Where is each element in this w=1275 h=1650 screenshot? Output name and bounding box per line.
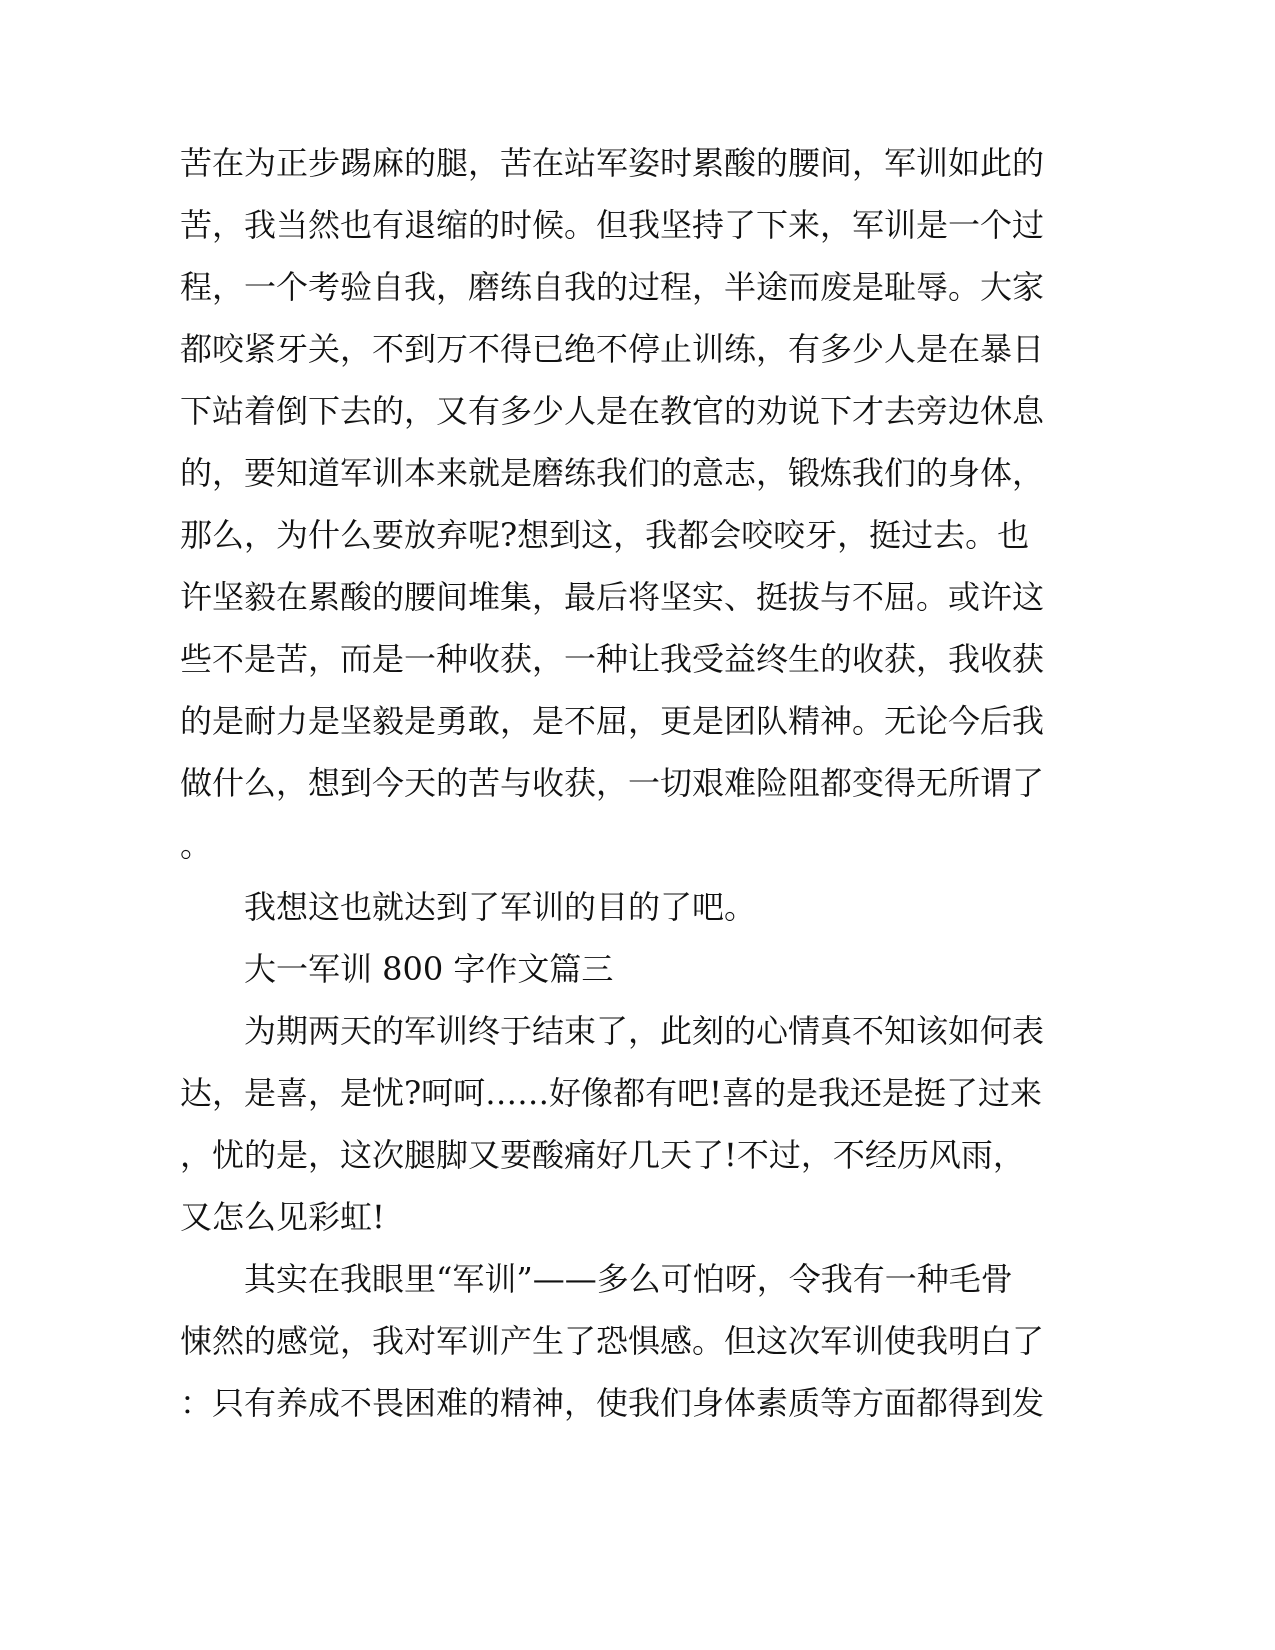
paragraph-line: 做什么，想到今天的苦与收获，一切艰难险阻都变得无所谓了 [180,764,1045,802]
paragraph-line: 程，一个考验自我，磨练自我的过程，半途而废是耻辱。大家 [180,268,1045,306]
paragraph-line: 都咬紧牙关，不到万不得已绝不停止训练，有多少人是在暴日 [180,330,1045,368]
paragraph-line: 的，要知道军训本来就是磨练我们的意志，锻炼我们的身体， [180,454,1045,492]
paragraph-line: ：只有养成不畏困难的精神，使我们身体素质等方面都得到发 [180,1384,1045,1422]
paragraph-line: 悚然的感觉，我对军训产生了恐惧感。但这次军训使我明白了 [180,1322,1045,1360]
paragraph-line: 些不是苦，而是一种收获，一种让我受益终生的收获，我收获 [180,640,1045,678]
paragraph-line: 我想这也就达到了军训的目的了吧。 [244,888,757,926]
paragraph-line: 其实在我眼里“军训”——多么可怕呀，令我有一种毛骨 [244,1260,1013,1298]
paragraph-line: 又怎么见彩虹! [180,1198,385,1236]
body-text [180,132,1060,1434]
paragraph-line: ，忧的是，这次腿脚又要酸痛好几天了!不过，不经历风雨， [180,1136,1025,1174]
paragraph-line: 苦，我当然也有退缩的时候。但我坚持了下来，军训是一个过 [180,206,1045,244]
paragraph-line: 许坚毅在累酸的腰间堆集，最后将坚实、挺拔与不屈。或许这 [180,578,1045,616]
section-heading: 大一军训 800 字作文篇三 [244,950,614,988]
paragraph-line: 。 [180,826,213,864]
paragraph-line: 达，是喜，是忧?呵呵……好像都有吧!喜的是我还是挺了过来 [180,1074,1043,1112]
paragraph-line: 的是耐力是坚毅是勇敢，是不屈，更是团队精神。无论今后我 [180,702,1045,740]
paragraph-line: 为期两天的军训终于结束了，此刻的心情真不知该如何表 [244,1012,1045,1050]
paragraph-line: 那么，为什么要放弃呢?想到这，我都会咬咬牙，挺过去。也 [180,516,1030,554]
paragraph-line: 下站着倒下去的，又有多少人是在教官的劝说下才去旁边休息 [180,392,1045,430]
paragraph-line: 苦在为正步踢麻的腿，苦在站军姿时累酸的腰间，军训如此的 [180,144,1045,182]
